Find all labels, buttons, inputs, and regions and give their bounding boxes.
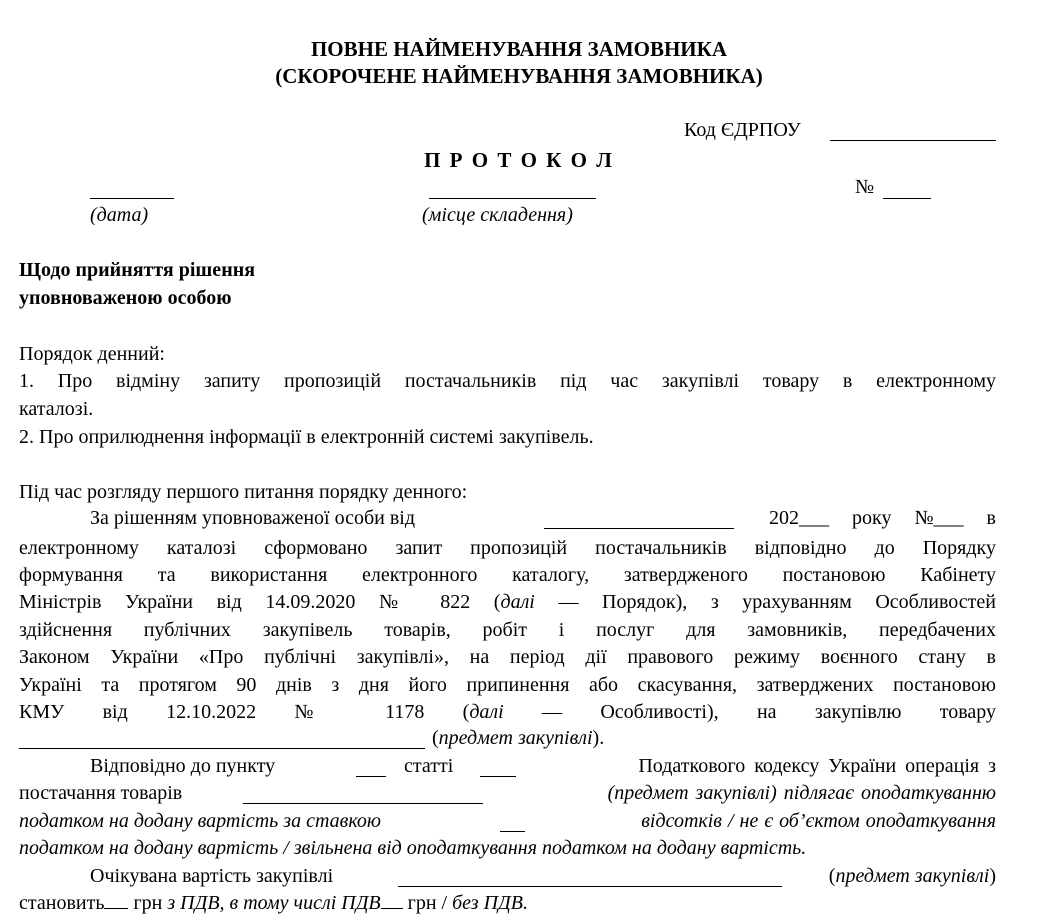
expected-cost-subject-italic: предмет закупівлі <box>835 865 990 887</box>
paragraph-1-line-8-italic: далі <box>469 701 504 723</box>
paragraph-1-line-7: Україні та протягом 90 днів з дня його припинення або скасування, затверджених постановою <box>19 674 996 696</box>
supply-goods-field[interactable] <box>243 803 483 804</box>
paragraph-1-line-8-text-a: КМУ від 12.10.2022 № 1178 ( <box>19 701 470 723</box>
edrpou-field[interactable] <box>830 140 996 141</box>
amount-vat-italic: з ПДВ, в тому числі ПДВ <box>167 892 381 914</box>
paragraph-1-line-5: здійснення публічних закупівель товарів, робіт і послуг для замовників, передбачених <box>19 619 996 641</box>
supply-goods-label: постачання товарів <box>19 782 183 804</box>
paren-close-2: ) <box>989 865 996 887</box>
tax-code-text: Податкового кодексу України операція з <box>638 755 996 777</box>
decision-year-number: 202___ року №___ в <box>769 507 996 529</box>
paragraph-1-line-6: Законом України «Про публічні закупівлі», на період дії правового режиму воєнного стану в <box>19 646 996 668</box>
agenda-item-1-line-1: 1. Про відміну запиту пропозицій постачальників під час закупівлі товару в електронному <box>19 370 996 392</box>
place-caption: (місце складення) <box>422 204 573 226</box>
edrpou-label: Код ЄДРПОУ <box>684 119 801 141</box>
amount-currency: грн <box>128 892 168 914</box>
decision-date-field[interactable] <box>544 528 734 529</box>
agenda-item-2: 2. Про оприлюднення інформації в електронній системі закупівель. <box>19 426 594 448</box>
agenda-label: Порядок денний: <box>19 343 165 365</box>
procurement-subject-italic: предмет закупівлі <box>438 727 593 749</box>
subject-line-1: Щодо прийняття рішення <box>19 259 256 281</box>
vat-rate-field[interactable] <box>500 831 525 832</box>
vat-rate-text: відсотків / не є об’єктом оподаткування <box>641 810 996 832</box>
number-label: № <box>855 176 875 198</box>
paragraph-1-line-4-italic: далі <box>500 591 535 613</box>
vat-amount-currency: грн / <box>402 892 453 914</box>
vat-amount-field[interactable] <box>381 892 403 909</box>
paragraph-1-line-8 <box>19 699 996 725</box>
procurement-subject-field[interactable] <box>19 748 425 749</box>
agenda-item-1-line-2: каталозі. <box>19 398 94 420</box>
subject-line-2: уповноваженою особою <box>19 287 232 309</box>
amount-line <box>19 892 528 915</box>
tax-clause-label: Відповідно до пункту <box>90 755 276 777</box>
tax-subject-italic: (предмет закупівлі) підлягає оподаткуванню <box>607 782 996 804</box>
vat-rate-label: податком на додану вартість за ставкою <box>19 810 382 832</box>
paragraph-1-line-2: електронному каталозі сформовано запит пропозицій постачальників відповідно до Порядку <box>19 537 996 559</box>
tax-article-label: статті <box>404 755 454 777</box>
number-field[interactable] <box>883 198 931 199</box>
protocol-title: П Р О Т О К О Л <box>424 148 614 172</box>
expected-cost-label: Очікувана вартість закупівлі <box>90 865 334 887</box>
expected-cost-field[interactable] <box>398 886 782 887</box>
no-vat-italic: без ПДВ. <box>452 892 528 914</box>
paren-close: ). <box>592 727 605 749</box>
tax-point-field[interactable] <box>356 776 386 777</box>
paragraph-1-line-4-text-a: Міністрів України від 14.09.2020 № 822 ( <box>19 591 501 613</box>
paragraph-1-line-3: формування та використання електронного каталогу, затвердженого постановою Кабінету <box>19 564 996 586</box>
paren-open: ( <box>432 727 439 749</box>
date-field[interactable] <box>90 198 174 199</box>
procurement-subject-caption <box>432 727 604 750</box>
place-field[interactable] <box>429 198 596 199</box>
expected-cost-subject <box>829 865 996 888</box>
consideration-intro: Під час розгляду першого питання порядку денного: <box>19 481 468 503</box>
amount-label: становить <box>19 892 105 914</box>
paren-open-2: ( <box>828 865 836 887</box>
paragraph-1-line-8-text-b: — Особливості), на закупівлю товару <box>503 701 996 723</box>
vat-exemption-line: податком на додану вартість / звільнена від оподаткування податком на додану вартість. <box>19 837 807 859</box>
customer-short-name: (СКОРОЧЕНЕ НАЙМЕНУВАННЯ ЗАМОВНИКА) <box>275 64 763 88</box>
paragraph-1-line-4-text-b: — Порядок), з урахуванням Особливостей <box>534 591 997 613</box>
amount-field[interactable] <box>104 892 128 909</box>
paragraph-1-line-4 <box>19 589 996 615</box>
tax-article-field[interactable] <box>480 776 516 777</box>
date-caption: (дата) <box>90 204 149 226</box>
customer-full-name: ПОВНЕ НАЙМЕНУВАННЯ ЗАМОВНИКА <box>310 37 728 61</box>
decision-date-label: За рішенням уповноваженої особи від <box>90 507 416 529</box>
